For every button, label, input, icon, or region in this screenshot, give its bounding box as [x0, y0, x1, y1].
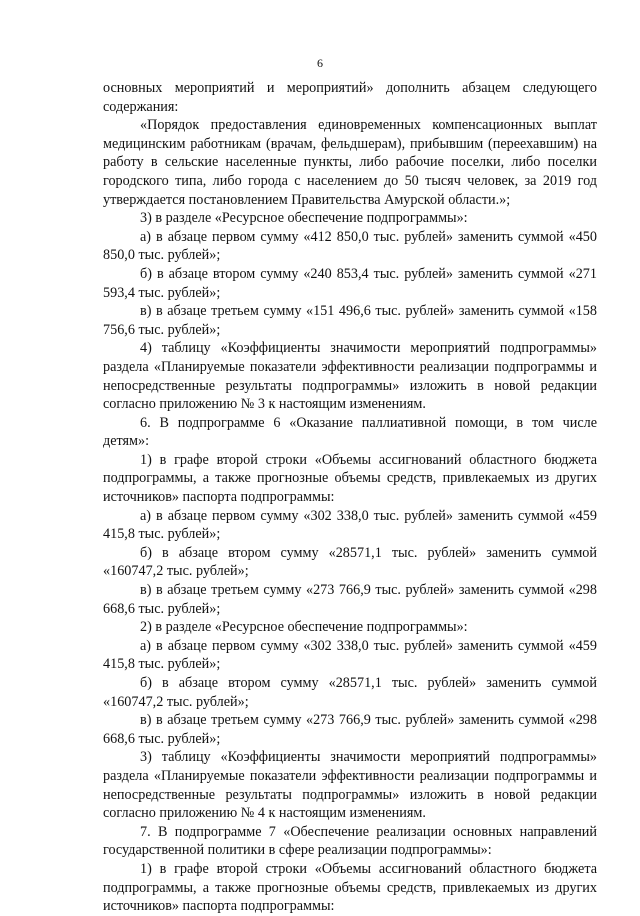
paragraph: «Порядок предоставления единовременных компенсационных выплат медицинским работникам (врачам, фельдшерам), прибывшим (переехавшим) на работу в сельские населенные пункты, либо рабочие поселки, либо поселки городского типа, либо города с населением до 50 тысяч человек, за 2019 год утверждается постановлением Правительства Амурской области.»;	[103, 117, 597, 208]
paragraph: а) в абзаце первом сумму «412 850,0 тыс. рублей» заменить суммой «450 850,0 тыс. рублей»;	[103, 228, 597, 264]
paragraph: 6. В подпрограмме 6 «Оказание паллиативной помощи, в том числе детям»:	[103, 414, 597, 450]
paragraph: 7. В подпрограмме 7 «Обеспечение реализации основных направлений государственной политики в сфере реализации подпрограммы»:	[103, 823, 597, 859]
paragraph: в) в абзаце третьем сумму «273 766,9 тыс. рублей» заменить суммой «298 668,6 тыс. рублей»;	[103, 582, 597, 617]
paragraph: 1) в графе второй строки «Объемы ассигнований областного бюджета подпрограммы, а также прогнозные объемы средств, привлекаемых из других источников» паспорта подпрограммы:	[103, 860, 597, 915]
paragraph: в) в абзаце третьем сумму «273 766,9 тыс. рублей» заменить суммой «298 668,6 тыс. рублей»;	[103, 712, 597, 747]
paragraph: основных мероприятий и мероприятий» дополнить абзацем следующего содержания:	[103, 80, 597, 115]
paragraph: 1) в графе второй строки «Объемы ассигнований областного бюджета подпрограммы, а также прогнозные объемы средств, привлекаемых из других источников» паспорта подпрограммы:	[103, 451, 597, 506]
paragraph: а) в абзаце первом сумму «302 338,0 тыс. рублей» заменить суммой «459 415,8 тыс. рублей»;	[103, 507, 597, 543]
document-body	[103, 79, 597, 916]
paragraph: 3) таблицу «Коэффициенты значимости мероприятий подпрограммы» раздела «Планируемые показатели эффективности реализации подпрограммы и непосредственные результаты подпрограммы» изложить в новой редакции согласно приложению № 4 к настоящим изменениям.	[103, 749, 597, 822]
paragraph: 4) таблицу «Коэффициенты значимости мероприятий подпрограммы» раздела «Планируемые показатели эффективности реализации подпрограммы и непосредственные результаты подпрограммы» изложить в новой редакции согласно приложению № 3 к настоящим изменениям.	[103, 340, 597, 413]
paragraph: б) в абзаце втором сумму «240 853,4 тыс. рублей» заменить суммой «271 593,4 тыс. рублей»;	[103, 265, 597, 301]
paragraph: б) в абзаце втором сумму «28571,1 тыс. рублей» заменить суммой «160747,2 тыс. рублей»;	[103, 675, 597, 710]
paragraph: б) в абзаце втором сумму «28571,1 тыс. рублей» заменить суммой «160747,2 тыс. рублей»;	[103, 544, 597, 580]
page-number: 6	[317, 56, 323, 70]
paragraph: 2) в разделе «Ресурсное обеспечение подпрограммы»:	[140, 619, 468, 636]
paragraph: 3) в разделе «Ресурсное обеспечение подпрограммы»:	[140, 210, 468, 227]
paragraph: в) в абзаце третьем сумму «151 496,6 тыс. рублей» заменить суммой «158 756,6 тыс. рублей»;	[103, 303, 597, 338]
paragraph: а) в абзаце первом сумму «302 338,0 тыс. рублей» заменить суммой «459 415,8 тыс. рублей»;	[103, 637, 597, 673]
